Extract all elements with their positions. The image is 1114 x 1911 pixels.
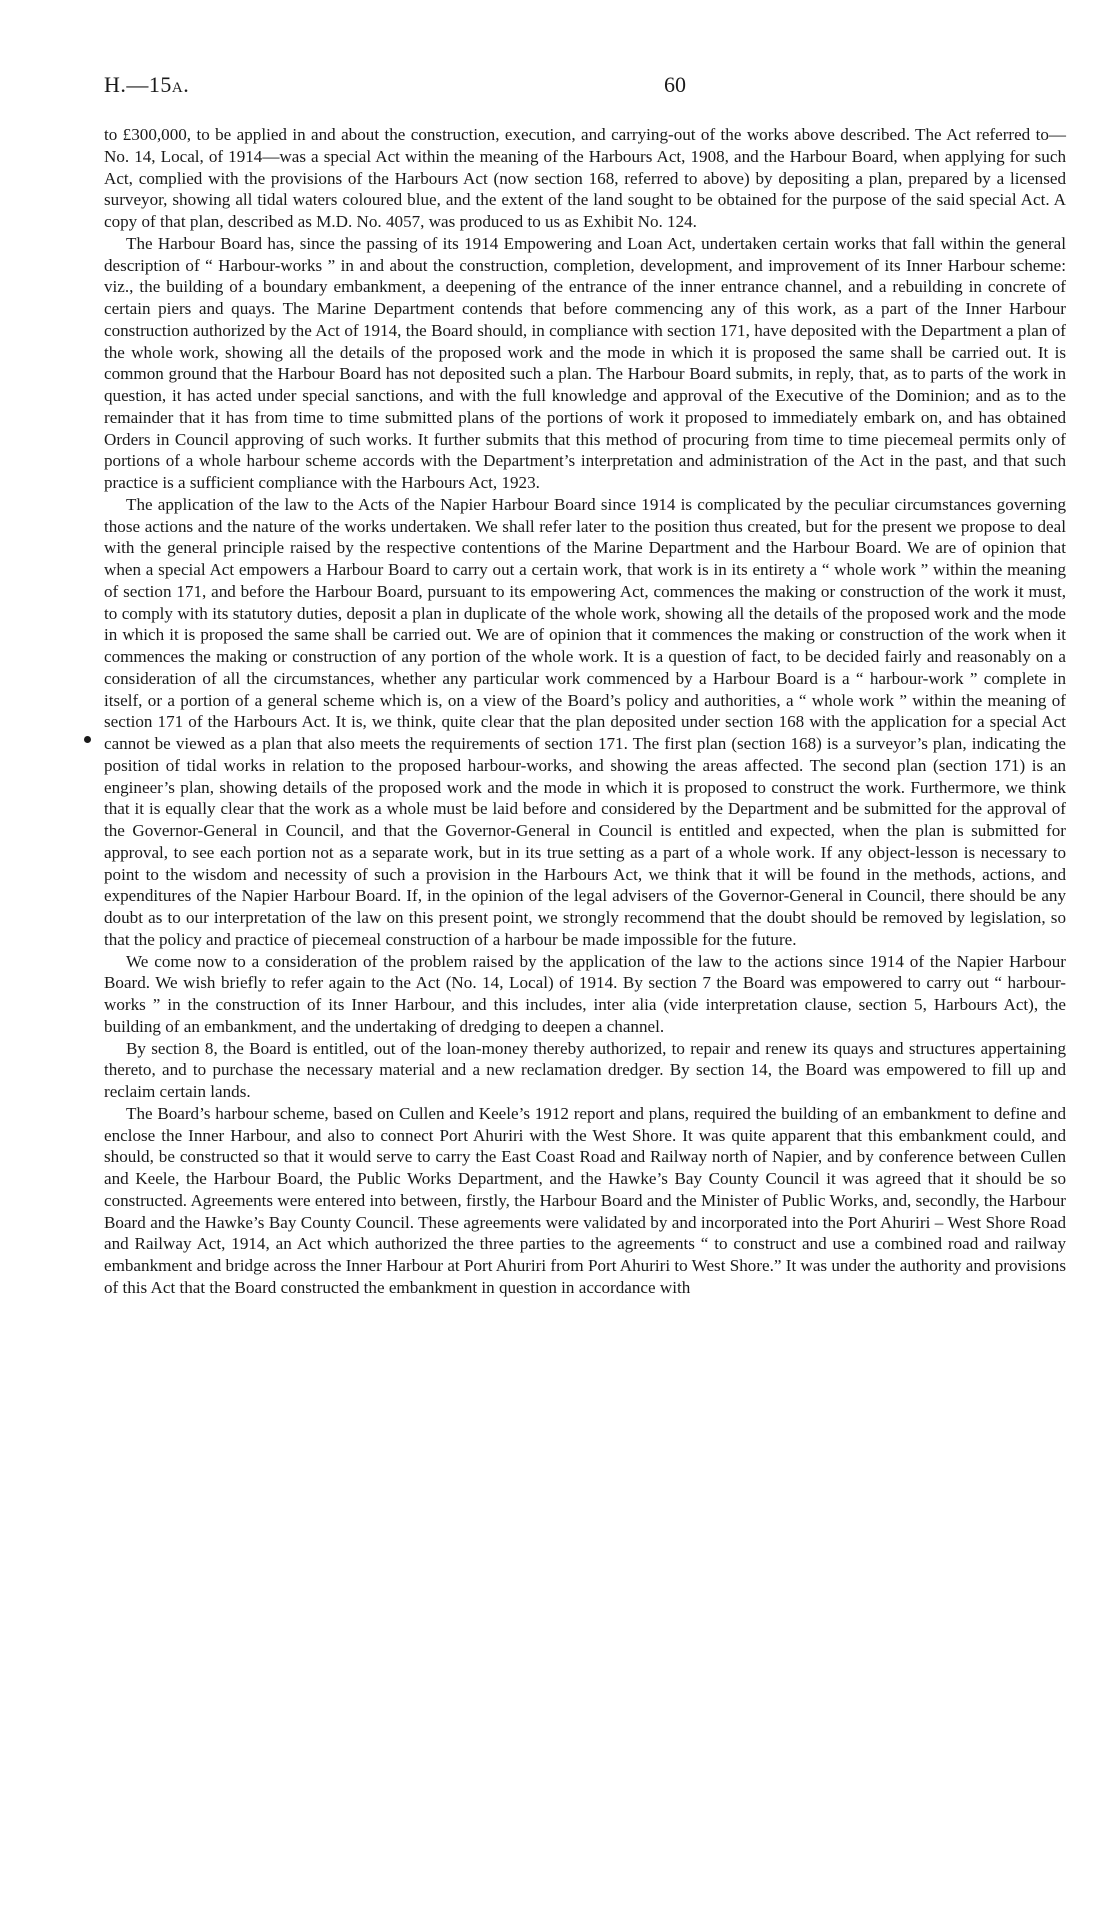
paragraph: We come now to a consideration of the problem raised by the application of the law to the actions since 1914 of the Napier Harbour Board. We wish briefly to refer again to the Act (No. 14, Local) of 1914. By section 7 the Board was empowered to carry out “ harbour-works ” in the construction of its Inner Harbour, and this includes, inter alia (vide interpretation clause, section 5, Harbours Act), the building of an embankment, and the undertaking of dredging to deepen a channel. [104,951,1066,1036]
document-reference [104,72,189,98]
paragraph: The application of the law to the Acts of the Napier Harbour Board since 1914 is complicated by the peculiar circumstances governing those actions and the nature of the works undertaken. We shall refer later to the position thus created, but for the present we propose to deal with the general principle raised by the respective contentions of the Marine Department and the Harbour Board. We are of opinion that when a special Act empowers a Harbour Board to carry out a certain work, that work is in its entirety a “ whole work ” within the meaning of section 171, and before the Harbour Board, pursuant to its empowering Act, commences the making or construction of the work it must, to comply with its statutory duties, deposit a plan in duplicate of the whole work, showing all the details of the proposed work and the mode in which it is proposed the same shall be carried out. We are of opinion that it commences the making or construction of the work when it commences the making or construction of any portion of the whole work. It is a question of fact, to be decided fairly and reasonably on a consideration of all the circumstances, whether any particular work commenced by a Harbour Board is a “ harbour-work ” complete in itself, or a portion of a general scheme which is, on a view of the Board’s policy and authorities, a “ whole work ” within the meaning of section 171 of the Harbours Act. It is, we think, quite clear that the plan deposited under section 168 with the application for a special Act cannot be viewed as a plan that also meets the requirements of section 171. The first plan (section 168) is a surveyor’s plan, indicating the position of tidal works in relation to the proposed harbour-works, and showing the areas affected. The second plan (section 171) is an engineer’s plan, showing details of the proposed work and the mode in which it is proposed to construct the work. Furthermore, we think that it is equally clear that the work as a whole must be laid before and considered by the Department and be submitted for the approval of the Governor-General in Council, and that the Governor-General in Council is entitled and expected, when the plan is submitted for approval, to see each portion not as a separate work, but in its true setting as a part of a whole work. If any object-lesson is necessary to point to the wisdom and necessity of such a provision in the Harbours Act, we think that it will be found in the methods, actions, and expenditures of the Napier Harbour Board. If, in the opinion of the legal advisers of the Governor-General in Council, there should be any doubt as to our interpretation of the law on this present point, we strongly recommend that the doubt should be removed by legislation, so that the policy and practice of piecemeal construction of a harbour be made impossible for the future. [104,494,1066,949]
paragraph: The Harbour Board has, since the passing of its 1914 Empowering and Loan Act, undertaken certain works that fall within the general description of “ Harbour-works ” in and about the construction, completion, development, and improvement of its Inner Harbour scheme: viz., the building of a boundary embankment, a deepening of the entrance of the inner entrance channel, and a rebuilding in concrete of certain piers and quays. The Marine Department contends that before commencing any of this work, as a part of the Inner Harbour construction authorized by the Act of 1914, the Board should, in compliance with section 171, have deposited with the Department a plan of the whole work, showing all the details of the proposed work and the mode in which it is proposed the same shall be carried out. It is common ground that the Harbour Board has not deposited such a plan. The Harbour Board submits, in reply, that, as to parts of the work in question, it has acted under special sanctions, and with the full knowledge and approval of the Executive of the Dominion; and as to the remainder that it has from time to time submitted plans of the portions of work it proposed to immediately embark on, and has obtained Orders in Council approving of such works. It further submits that this method of procuring from time to time piecemeal permits only of portions of a whole harbour scheme accords with the Department’s interpretation and administration of the Act in the past, and that such practice is a sufficient compliance with the Harbours Act, 1923. [104,233,1066,492]
page-header [104,72,1010,102]
margin-bullet-mark [84,736,91,743]
document-reference-suffix: A [171,80,184,96]
paragraph: By section 8, the Board is entitled, out of the loan-money thereby authorized, to repair and renew its quays and structures appertaining thereto, and to purchase the necessary material and a new reclamation dredger. By section 14, the Board was empowered to fill up and reclaim certain lands. [104,1038,1066,1101]
page-number: 60 [664,72,686,97]
paragraph: The Board’s harbour scheme, based on Cullen and Keele’s 1912 report and plans, required the building of an embankment to define and enclose the Inner Harbour, and also to connect Port Ahuriri with the West Shore. It was quite apparent that this embankment could, and should, be constructed so that it would serve to carry the East Coast Road and Railway north of Napier, and by conference between Cullen and Keele, the Harbour Board, the Public Works Department, and the Hawke’s Bay County Council it was agreed that it should be so constructed. Agreements were entered into between, firstly, the Harbour Board and the Minister of Public Works, and, secondly, the Harbour Board and the Hawke’s Bay County Council. These agreements were validated by and incorporated into the Port Ahuriri – West Shore Road and Railway Act, 1914, an Act which authorized the three parties to the agreements “ to construct and use a combined road and railway embankment and bridge across the Inner Harbour at Port Ahuriri from Port Ahuriri to West Shore.” It was under the authority and provisions of this Act that the Board constructed the embankment in question in accordance with [104,1103,1066,1297]
document-reference-dot: . [183,72,190,97]
body-text [104,124,1066,1299]
paragraph: to £300,000, to be applied in and about the construction, execution, and carrying-out of the works above described. The Act referred to—No. 14, Local, of 1914—was a special Act within the meaning of the Harbours Act, 1908, and the Harbour Board, when applying for such Act, complied with the provisions of the Harbours Act (now section 168, referred to above) by depositing a plan, prepared by a licensed surveyor, showing all tidal waters coloured blue, and the extent of the land sought to be obtained for the purpose of the said special Act. A copy of that plan, described as M.D. No. 4057, was produced to us as Exhibit No. 124. [104,125,1066,231]
document-reference-main: H.—15 [104,72,172,97]
